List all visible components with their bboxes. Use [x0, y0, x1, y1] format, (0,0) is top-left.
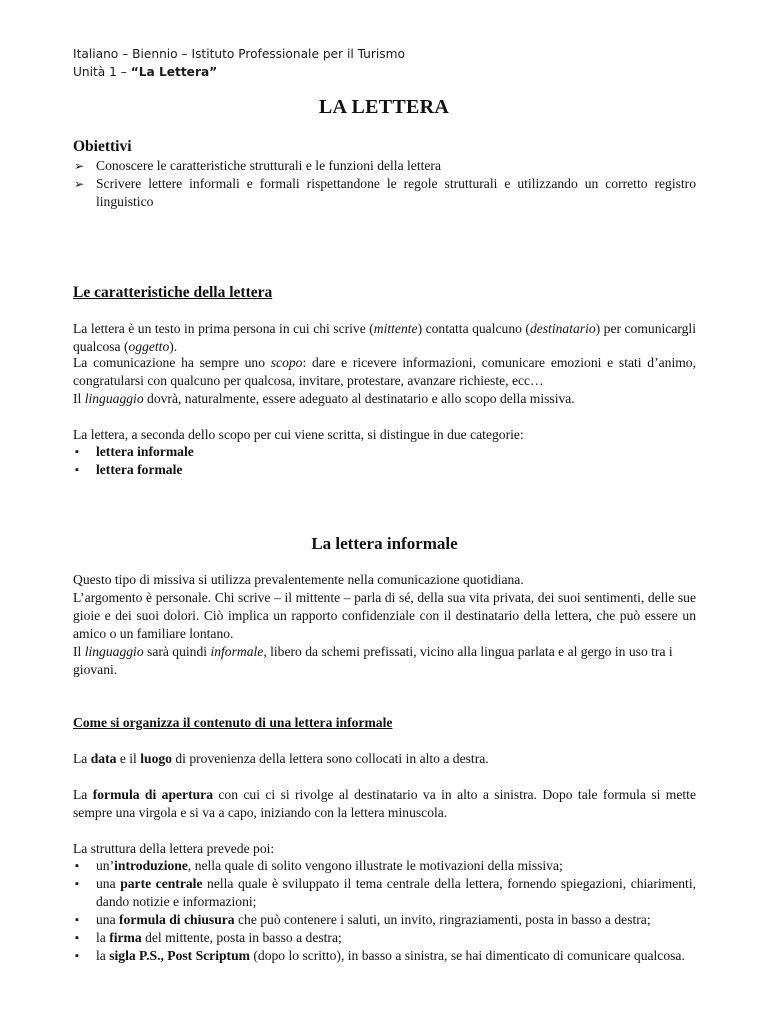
objectives-section	[73, 137, 696, 211]
informal-letter-heading: La lettera informale	[311, 534, 458, 553]
organization-paragraph-1: La data e il luogo di provenienza della lettera sono collocati in alto a destra.	[73, 751, 489, 766]
list-item: ➢ Scrivere lettere informali e formali rispettandone le regole strutturali e utilizzando un corretto registro linguistico	[74, 176, 696, 209]
categories-list-wrap	[73, 443, 696, 479]
square-bullet-icon: ▪	[75, 446, 79, 458]
list-item: ▪ una parte centrale nella quale è sviluppato il tema centrale della lettera, fornendo spiegazioni, chiarimenti, dando notizie e informazioni;	[75, 876, 696, 909]
informal-paragraph-3: Il linguaggio sarà quindi informale, libero da schemi prefissati, vicino alla lingua parlata e al gergo in uso tra i giovani.	[73, 644, 673, 677]
square-bullet-icon: ▪	[75, 860, 79, 872]
square-bullet-icon: ▪	[75, 950, 79, 962]
arrow-bullet-icon: ➢	[74, 177, 85, 191]
unit-label: Unità 1 –	[73, 65, 131, 79]
square-bullet-icon: ▪	[75, 878, 79, 890]
organization-paragraph-3: La struttura della lettera prevede poi:	[73, 841, 275, 856]
square-bullet-icon: ▪	[75, 914, 79, 926]
list-item: ▪ la sigla P.S., Post Scriptum (dopo lo scritto), in basso a sinistra, se hai dimenticato di comunicare qualcosa.	[75, 948, 685, 963]
characteristics-paragraph-2: La comunicazione ha sempre uno scopo: dare e ricevere informazioni, comunicare emozioni e stati d’animo, congratularsi con qualcuno per qualcosa, invitare, protestare, avanzare richieste, ecc…	[73, 355, 696, 388]
characteristics-paragraph-3: Il linguaggio dovrà, naturalmente, essere adeguato al destinatario e allo scopo della missiva.	[73, 391, 575, 406]
characteristics-paragraph-4: La lettera, a seconda dello scopo per cui viene scritta, si distingue in due categorie:	[73, 427, 524, 442]
list-item: ▪ una formula di chiusura che può contenere i saluti, un invito, ringraziamenti, posta in basso a destra;	[75, 912, 651, 927]
objectives-heading: Obiettivi	[73, 138, 132, 155]
unit-header	[73, 63, 217, 81]
unit-title: “La Lettera”	[130, 65, 218, 79]
list-item: ➢ Conoscere le caratteristiche strutturali e le funzioni della lettera	[74, 158, 441, 173]
categories-list	[73, 443, 696, 479]
characteristics-paragraph-1: La lettera è un testo in prima persona in cui chi scrive (mittente) contatta qualcuno (destinatario) per comunicargli qualcosa (oggetto).	[73, 321, 696, 354]
list-item: ▪ lettera informale	[75, 444, 194, 459]
arrow-bullet-icon: ➢	[74, 159, 85, 173]
objectives-list	[73, 157, 696, 211]
structure-list-wrap	[73, 857, 696, 965]
informal-paragraph-1: Questo tipo di missiva si utilizza prevalentemente nella comunicazione quotidiana.	[73, 572, 524, 587]
informal-paragraph-2: L’argomento è personale. Chi scrive – il mittente – parla di sé, della sua vita privata, dei suoi sentimenti, delle sue gioie e dei suoi dolori. Ciò implica un rapporto confidenziale con il destinatario della lettera, che può essere un amico o un familiare lontano.	[73, 590, 696, 641]
list-item: ▪ lettera formale	[75, 462, 183, 477]
square-bullet-icon: ▪	[75, 464, 79, 476]
list-item: ▪ un’introduzione, nella quale di solito vengono illustrate le motivazioni della missiva;	[75, 858, 563, 873]
course-header: Italiano – Biennio – Istituto Professionale per il Turismo	[73, 47, 405, 61]
characteristics-heading: Le caratteristiche della lettera	[73, 284, 273, 301]
list-item: ▪ la firma del mittente, posta in basso a destra;	[75, 930, 342, 945]
square-bullet-icon: ▪	[75, 932, 79, 944]
organization-paragraph-2: La formula di apertura con cui ci si rivolge al destinatario va in alto a sinistra. Dopo tale formula si mette sempre una virgola e si va a capo, iniziando con la lettera minuscola.	[73, 787, 696, 820]
page-title: LA LETTERA	[318, 96, 450, 118]
organization-heading: Come si organizza il contenuto di una lettera informale	[73, 715, 393, 730]
structure-list	[73, 857, 696, 965]
